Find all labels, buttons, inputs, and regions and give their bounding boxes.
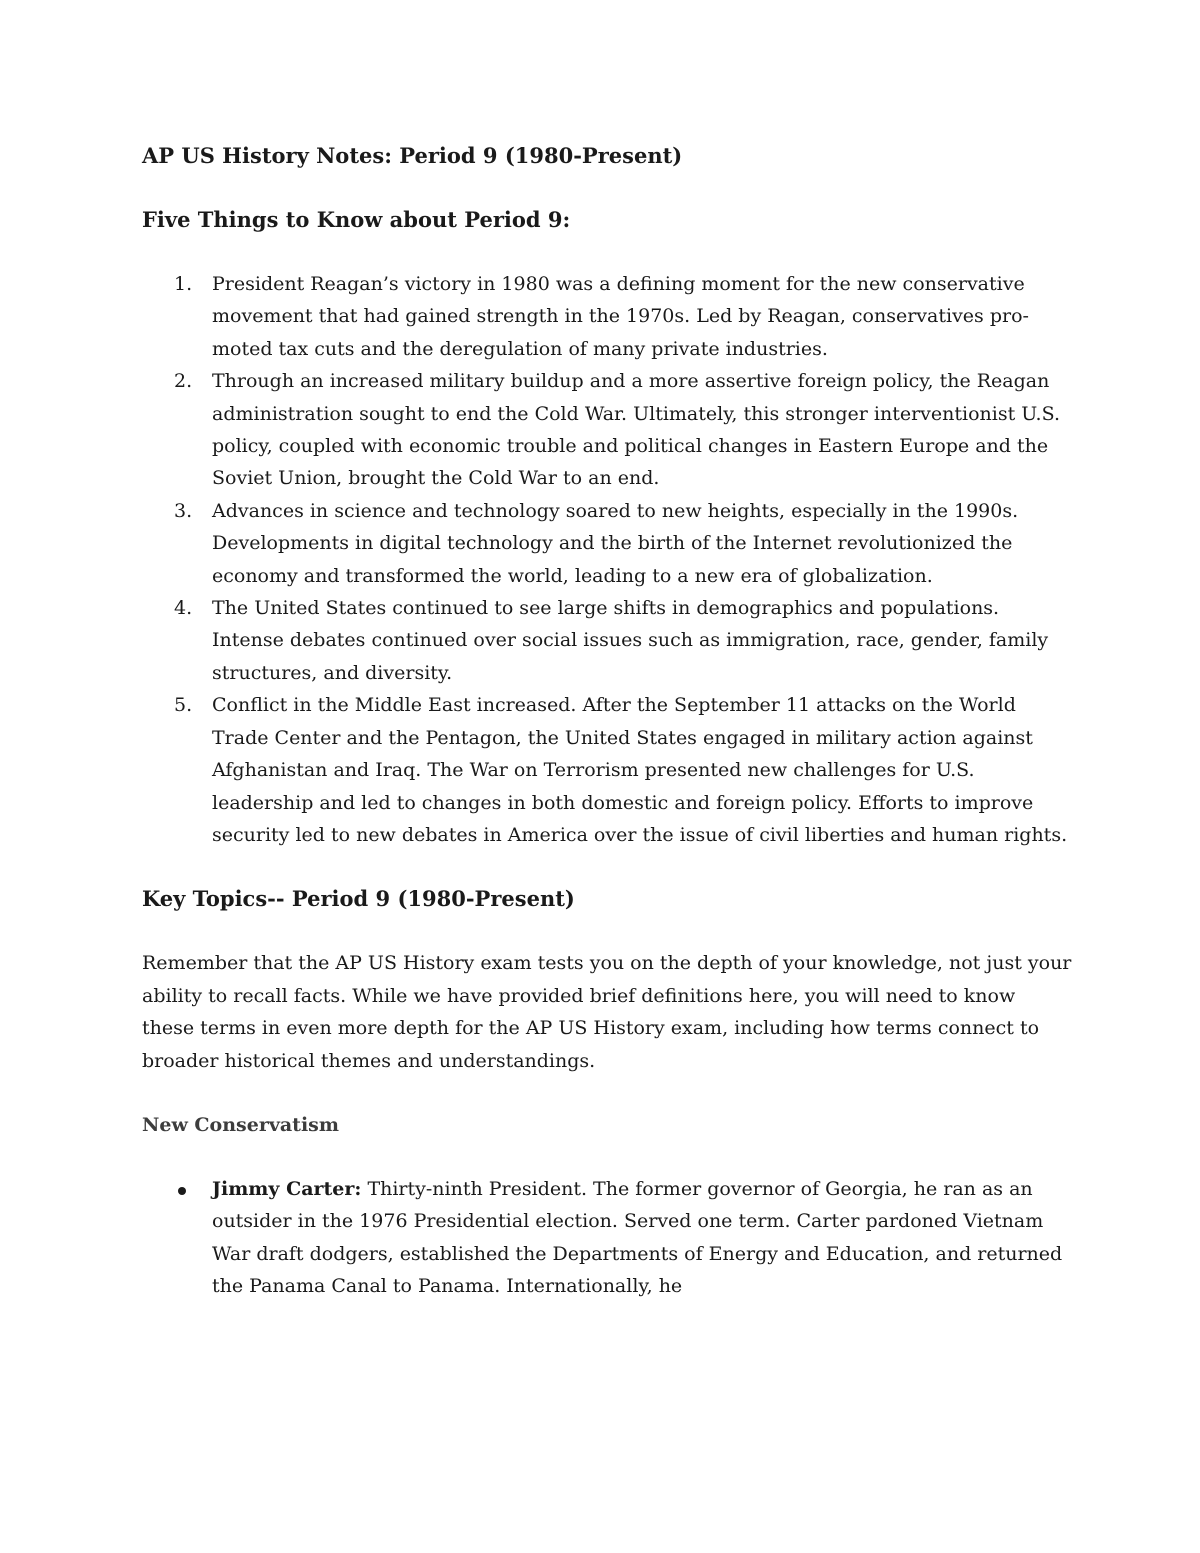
bullet-icon: [178, 1187, 186, 1195]
list-item-number: 1.: [174, 273, 193, 295]
five-things-list: [142, 268, 1072, 851]
key-topics-intro: Remember that the AP US History exam tests you on the depth of your knowledge, not just your ability to recall facts. While we have provided brief definitions here, you will need to know these terms in even more depth for the AP US History exam, including how terms connect to broader historical themes and understandings.: [142, 952, 1072, 1072]
document-page: [142, 140, 1072, 1303]
term-item: [212, 1173, 1072, 1303]
list-item-text: The United States continued to see large shifts in demographics and populations. Intense debates continued over social issues such as immigration, race, gender, family structures, and diversity.: [212, 597, 1049, 684]
document-title: AP US History Notes: Period 9 (1980-Present): [142, 143, 683, 168]
five-things-heading: Five Things to Know about Period 9:: [142, 207, 571, 232]
term-name: Jimmy Carter:: [212, 1177, 362, 1200]
list-item-text: Advances in science and technology soared to new heights, especially in the 1990s. Developments in digital technology and the birth of the Internet revolutionized the economy and transformed the world, leading to a new era of globalization.: [212, 499, 1019, 587]
new-conservatism-heading: New Conservatism: [142, 1113, 339, 1136]
list-item-number: 4.: [174, 597, 193, 620]
list-item: [174, 592, 1072, 689]
list-item: [174, 689, 1072, 851]
list-item-text: President Reagan’s victory in 1980 was a defining moment for the new conservative movement that had gained strength in the 1970s. Led by Reagan, conservatives pro-moted tax cuts and the deregulation of many private industries.: [212, 273, 1029, 360]
list-item-text: Through an increased military buildup and a more assertive foreign policy, the Reagan administration sought to end the Cold War. Ultimately, this stronger interventionist U.S. policy, coupled with economic trouble and political changes in Eastern Europe and the Soviet Union, brought the Cold War to an end.: [212, 370, 1060, 490]
list-item-number: 5.: [174, 694, 193, 717]
key-topics-heading: Key Topics-- Period 9 (1980-Present): [142, 886, 575, 912]
list-item: [174, 365, 1072, 495]
list-item-number: 2.: [174, 370, 193, 393]
list-item-number: 3.: [174, 499, 193, 522]
list-item-text: Conflict in the Middle East increased. After the September 11 attacks on the World Trade Center and the Pentagon, the United States engaged in military action against Afghanistan and Iraq. The War on Terrorism presented new challenges for U.S. leadership and led to changes in both domestic and foreign policy. Efforts to improve security led to new debates in America over the issue of civil liberties and human rights.: [212, 694, 1068, 846]
term-definition: Thirty-ninth President. The former governor of Georgia, he ran as an outsider in the 1976 Presidential election. Served one term. Carter pardoned Vietnam War draft dodgers, established the Departments of Energy and Education, and returned the Panama Canal to Panama. Internationally, he: [212, 1177, 1063, 1298]
terms-list: [142, 1173, 1072, 1303]
list-item: [174, 495, 1072, 592]
list-item: [174, 268, 1072, 365]
